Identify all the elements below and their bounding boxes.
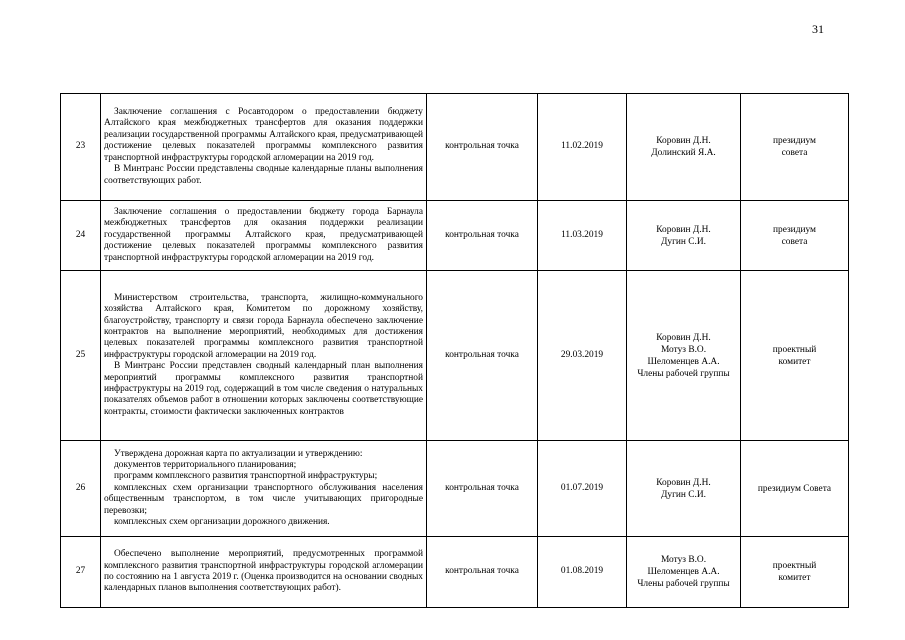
task-description — [101, 271, 427, 441]
approving-body — [741, 94, 849, 201]
description-paragraph: документов территориального планирования; — [114, 459, 297, 470]
table-row — [61, 441, 849, 537]
approving-body-line: совета — [781, 236, 808, 247]
description-paragraph: В Минтранс России представлены сводные календарные планы выполнения соответствующих работ. — [104, 164, 423, 186]
approving-body — [741, 441, 849, 537]
description-paragraph: комплексных схем организации транспортного обслуживания населения общественным транспортом, в том числе учитывающих пригородные перевозки; — [104, 482, 423, 516]
row-number: 27 — [61, 537, 101, 608]
due-date: 01.07.2019 — [538, 441, 627, 537]
task-description — [101, 94, 427, 201]
approving-body-line: проектный — [772, 344, 817, 355]
responsible-name: Долинский Я.А. — [651, 148, 716, 158]
task-type: контрольная точка — [427, 537, 538, 608]
responsible-name: Коровин Д.Н. — [656, 224, 711, 235]
approving-body-line: президиум — [773, 224, 816, 235]
approving-body-line: комитет — [778, 573, 811, 583]
due-date: 01.08.2019 — [538, 537, 627, 608]
responsible-name: Мотуз В.О. — [660, 344, 707, 355]
table-row — [61, 537, 849, 608]
responsible-name: Дугин С.И. — [660, 489, 707, 500]
description-paragraph: Заключение соглашения с Росавтодором о предоставлении бюджету Алтайского края межбюджетных трансфертов для оказания поддержки реализации государственной программы Алтайского края, предусматривающей достижение целевых показателей программы комплексного развития транспортной инфраструктуры городской агломерации на 2019 год. — [104, 107, 423, 163]
approving-body-line: президиум Совета — [757, 483, 832, 494]
task-type: контрольная точка — [427, 94, 538, 201]
row-number: 26 — [61, 441, 101, 537]
approving-body-line: совета — [781, 148, 808, 158]
row-number: 25 — [61, 271, 101, 441]
description-paragraph: Обеспечено выполнение мероприятий, предусмотренных программой комплексного развития транспортной инфраструктуры городской агломерации по состоянию на 1 августа 2019 г. (Оценка производится на основании сводных календарных планов выполнения соответствующих работ). — [104, 549, 423, 594]
row-number: 24 — [61, 201, 101, 271]
description-paragraph: Утверждена дорожная карта по актуализации и утверждению: — [114, 448, 363, 459]
responsible-name: Коровин Д.Н. — [656, 136, 711, 146]
responsible-persons — [627, 94, 741, 201]
approving-body-line: проектный — [772, 561, 817, 571]
description-paragraph: программ комплексного развития транспортной инфраструктуры; — [114, 471, 378, 482]
approving-body — [741, 537, 849, 608]
approving-body-line: комитет — [778, 356, 811, 367]
responsible-persons — [627, 537, 741, 608]
responsible-name: Шеломенцев А.А. — [647, 567, 720, 577]
row-number: 23 — [61, 94, 101, 201]
approving-body — [741, 271, 849, 441]
task-type: контрольная точка — [427, 201, 538, 271]
responsible-persons — [627, 201, 741, 271]
approving-body — [741, 201, 849, 271]
responsible-name: Дугин С.И. — [660, 236, 707, 247]
task-description — [101, 441, 427, 537]
table-row — [61, 271, 849, 441]
description-paragraph: В Минтранс России представлен сводный календарный план выполнения мероприятий программы комплексного развития транспортной инфраструктуры на 2019 год, содержащий в том числе сведения о натуральных показателях объемов работ в отношении которых заключены соответствующие контракты, стоимости фактически заключенных контрактов — [104, 361, 423, 417]
description-paragraph: Заключение соглашения о предоставлении бюджету города Барнаула межбюджетных трансфертов для оказания поддержки реализации государственной программы Алтайского края, предусматривающей достижение целевых показателей программы комплексного развития транспортной инфраструктуры городской агломерации на 2019 год. — [104, 206, 423, 263]
description-paragraph: комплексных схем организации дорожного движения. — [114, 517, 330, 528]
approving-body-line: президиум — [773, 136, 816, 146]
responsible-persons — [627, 441, 741, 537]
task-type: контрольная точка — [427, 271, 538, 441]
responsible-name: Шеломенцев А.А. — [647, 356, 720, 367]
task-description — [101, 537, 427, 608]
due-date: 11.03.2019 — [538, 201, 627, 271]
responsible-name: Мотуз В.О. — [660, 555, 707, 565]
table-row — [61, 201, 849, 271]
responsible-name: Коровин Д.Н. — [656, 477, 711, 488]
plan-table — [60, 93, 849, 608]
due-date: 29.03.2019 — [538, 271, 627, 441]
table-row — [61, 94, 849, 201]
responsible-name: Члены рабочей группы — [637, 368, 730, 379]
description-paragraph: Министерством строительства, транспорта, жилищно-коммунального хозяйства Алтайского края, Комитетом по дорожному хозяйству, благоустройству, транспорту и связи города Барнаула обеспечено заключение контрактов на выполнение мероприятий, необходимых для достижения целевых показателей программы комплексного развития транспортной инфраструктуры городской агломерации на 2019 год. — [104, 292, 423, 360]
responsible-name: Коровин Д.Н. — [656, 332, 711, 343]
task-type: контрольная точка — [427, 441, 538, 537]
due-date: 11.02.2019 — [538, 94, 627, 201]
responsible-name: Члены рабочей группы — [637, 579, 730, 589]
task-description — [101, 201, 427, 271]
responsible-persons — [627, 271, 741, 441]
page-number: 31 — [812, 22, 824, 36]
